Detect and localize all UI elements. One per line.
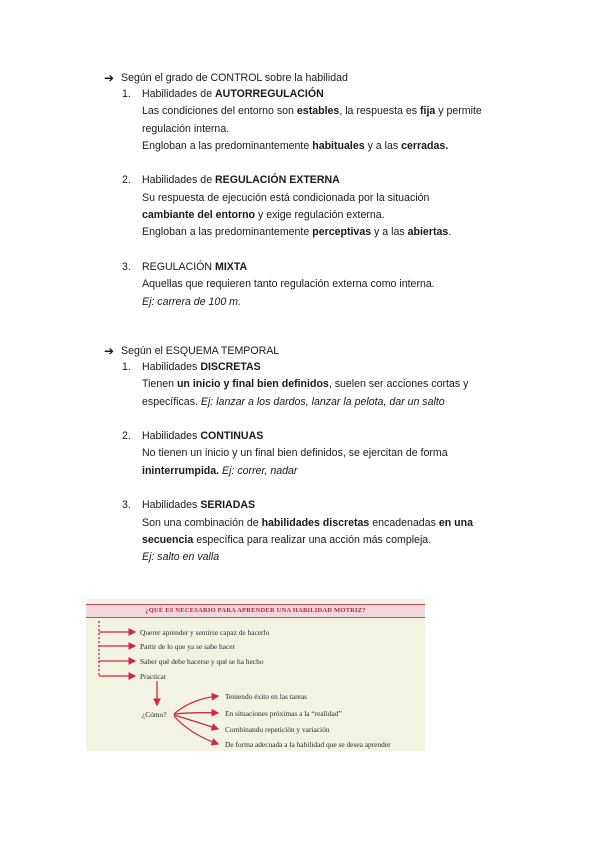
branch-arrow-4: [174, 716, 218, 744]
list-item-regulacion-mixta: 3. REGULACIÓN MIXTA Aquellas que requieren tanto regulación externa como interna. Ej: carrera de 100 m.: [122, 259, 544, 311]
list-item-discretas: 1. Habilidades DISCRETAS Tienen un inicio y final bien definidos, suelen ser acciones cortas y específicas. Ej: lanzar a los dardos, lanzar la pelota, dar un salto: [122, 359, 544, 411]
section-heading: ➔ Según el grado de CONTROL sobre la habilidad: [104, 71, 348, 85]
item-line: Su respuesta de ejecución está condicionada por la situación: [142, 191, 430, 204]
figure-item-4: Practicar: [140, 672, 167, 681]
item-title: Habilidades de AUTORREGULACIÓN: [142, 88, 324, 100]
item-line: secuencia específica para realizar una acción más compleja.: [142, 533, 432, 546]
item-line: No tienen un inicio y un final bien definidos, se ejercitan de forma: [142, 447, 448, 460]
item-title: Habilidades de REGULACIÓN EXTERNA: [142, 174, 340, 187]
arrow-bullet-icon: ➔: [104, 71, 115, 85]
section-esquema-temporal: [104, 343, 544, 567]
list-item-continuas: 2. Habilidades CONTINUAS No tienen un inicio y un final bien definidos, se ejercitan de forma ininterrumpida. Ej: correr, nadar: [122, 428, 544, 480]
arrow-bullet-icon: ➔: [104, 344, 115, 358]
list-item-regulacion-externa: 2. Habilidades de REGULACIÓN EXTERNA Su respuesta de ejecución está condicionada por la situación cambiante del entorno y exige regulación externa. Engloban a las predominantemente perceptivas y a las abiertas.: [122, 172, 544, 241]
item-line: Engloban a las predominantemente habituales y a las cerradas.: [142, 139, 449, 152]
figure-title: ¿QUÉ ES NECESARIO PARA APRENDER UNA HABILIDAD MOTRIZ?: [86, 604, 425, 618]
item-line: Ej: carrera de 100 m.: [142, 295, 241, 308]
figure-item-1: Querer aprender y sentirse capaz de hacerlo: [140, 628, 270, 637]
branch-arrow-2: [174, 713, 218, 714]
item-line: cambiante del entorno y exige regulación externa.: [142, 209, 385, 222]
list-item-autorregulacion: 1. Habilidades de AUTORREGULACIÓN Las condiciones del entorno son estables, la respuesta es fija y permite regulación interna. Engloban a las predominantemente habituales y a las cerradas.: [122, 86, 544, 155]
item-line: Las condiciones del entorno son estables, la respuesta es fija y permite: [142, 105, 482, 118]
figure-como: ¿Cómo?: [142, 710, 167, 719]
item-line: específicas. Ej: lanzar a los dardos, lanzar la pelota, dar un salto: [142, 395, 445, 408]
item-title: Habilidades SERIADAS: [142, 499, 256, 512]
figure-branch-3: Combinando repetición y variación: [225, 725, 330, 734]
item-line: ininterrumpida. Ej: correr, nadar: [142, 464, 298, 477]
figure-branch-4: De forma adecuada a la habilidad que se desea aprender: [225, 740, 391, 749]
figure-branch-1: Teniendo éxito en las tareas: [225, 692, 307, 701]
item-line: Son una combinación de habilidades discretas encadenadas en una: [142, 516, 473, 529]
item-line: Engloban a las predominantemente perceptivas y a las abiertas.: [142, 226, 452, 239]
learning-diagram-figure: [86, 599, 425, 751]
branch-arrow-1: [174, 696, 218, 714]
figure-branch-2: En situaciones próximas a la “realidad”: [225, 709, 342, 718]
item-title: Habilidades CONTINUAS: [142, 430, 264, 443]
item-title: REGULACIÓN MIXTA: [142, 260, 248, 273]
item-line: Ej: salto en valla: [142, 551, 220, 564]
section-heading: ➔ Según el ESQUEMA TEMPORAL: [104, 344, 280, 358]
figure-item-2: Partir de lo que ya se sabe hacer: [140, 642, 236, 651]
item-title: Habilidades DISCRETAS: [142, 361, 261, 373]
section-control: [104, 70, 544, 311]
item-line: regulación interna.: [142, 122, 230, 135]
item-line: Tienen un inicio y final bien definidos, suelen ser acciones cortas y: [142, 378, 469, 391]
figure-item-3: Saber qué debe hacerse y qué se ha hecho: [140, 657, 264, 666]
list-item-seriadas: 3. Habilidades SERIADAS Son una combinación de habilidades discretas encadenadas en una secuencia específica para realizar una acción más compleja. Ej: salto en valla: [122, 497, 544, 566]
item-line: Aquellas que requieren tanto regulación externa como interna.: [142, 278, 435, 291]
